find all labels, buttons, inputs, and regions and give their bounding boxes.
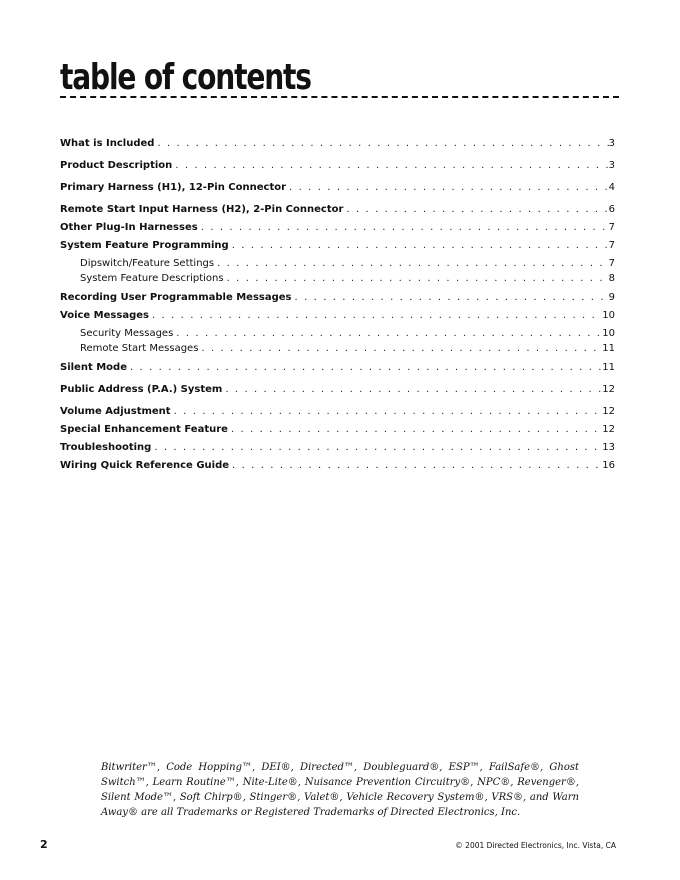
toc-entry-label: Product Description — [60, 160, 173, 171]
toc-entry[interactable] — [60, 384, 615, 402]
toc-subentry[interactable] — [60, 258, 615, 273]
toc-entry[interactable] — [60, 362, 615, 380]
toc-entry-label: Volume Adjustment — [60, 406, 171, 417]
toc-entry-label: System Feature Programming — [60, 240, 229, 251]
toc-leader-dots — [172, 160, 608, 171]
toc-entry[interactable] — [60, 204, 615, 222]
title-dashed-rule — [60, 96, 619, 98]
toc-entry[interactable] — [60, 310, 615, 328]
toc-entry-label: Remote Start Input Harness (H2), 2-Pin Connector — [60, 204, 344, 215]
toc-entry[interactable] — [60, 138, 615, 156]
table-of-contents — [60, 138, 615, 478]
toc-entry-page: 8 — [608, 273, 615, 284]
toc-entry-page: 7 — [608, 258, 615, 269]
toc-entry-page: 4 — [608, 182, 615, 193]
toc-entry-page: 10 — [602, 328, 615, 339]
toc-entry[interactable] — [60, 160, 615, 178]
toc-entry[interactable] — [60, 182, 615, 200]
toc-entry-label: Public Address (P.A.) System — [60, 384, 223, 395]
toc-subentry[interactable] — [60, 328, 615, 343]
toc-entry[interactable] — [60, 442, 615, 460]
toc-entry-page: 10 — [602, 310, 615, 321]
toc-subentry[interactable] — [60, 273, 615, 288]
toc-entry-label: Other Plug-In Harnesses — [60, 222, 198, 233]
toc-entry[interactable] — [60, 222, 615, 240]
toc-leader-dots — [149, 310, 602, 321]
toc-leader-dots — [224, 273, 609, 284]
toc-leader-dots — [173, 328, 602, 339]
toc-leader-dots — [292, 292, 609, 303]
toc-leader-dots — [214, 258, 609, 269]
toc-leader-dots — [154, 138, 608, 149]
toc-entry-page: 7 — [608, 240, 615, 251]
toc-leader-dots — [198, 343, 602, 354]
toc-entry-label: Special Enhancement Feature — [60, 424, 228, 435]
toc-entry-page: 11 — [602, 362, 615, 373]
toc-entry-page: 12 — [602, 384, 615, 395]
page-number: 2 — [40, 838, 48, 851]
toc-entry-label: Primary Harness (H1), 12-Pin Connector — [60, 182, 287, 193]
toc-leader-dots — [229, 460, 602, 471]
toc-entry-page: 12 — [602, 424, 615, 435]
toc-entry[interactable] — [60, 240, 615, 258]
toc-entry-label: Voice Messages — [60, 310, 149, 321]
toc-leader-dots — [171, 406, 603, 417]
toc-leader-dots — [198, 222, 609, 233]
toc-entry-page: 3 — [608, 160, 615, 171]
toc-entry-label: Troubleshooting — [60, 442, 152, 453]
toc-entry[interactable] — [60, 460, 615, 478]
toc-entry-page: 7 — [608, 222, 615, 233]
toc-subentry[interactable] — [60, 343, 615, 358]
toc-entry-label: Wiring Quick Reference Guide — [60, 460, 230, 471]
toc-leader-dots — [228, 424, 602, 435]
toc-leader-dots — [343, 204, 608, 215]
toc-entry-label: Recording User Programmable Messages — [60, 292, 292, 303]
toc-entry[interactable] — [60, 424, 615, 442]
toc-entry-page: 16 — [602, 460, 615, 471]
toc-leader-dots — [151, 442, 602, 453]
trademarks-notice: Bitwriter™, Code Hopping™, DEI®, Directed™, Doubleguard®, ESP™, FailSafe®, Ghost Switch™, Learn Routine™, Nite-Lite®, Nuisance Prevention Circuitry®, NPC®, Revenger®, Silent Mode™, Soft Chirp®, Stinger®, Valet®, Vehicle Recovery System®, VRS®, and Warn Away® are all Trademarks or Registered Trademarks of Directed Electronics, Inc. — [101, 762, 579, 818]
toc-leader-dots — [286, 182, 609, 193]
toc-entry-page: 3 — [608, 138, 615, 149]
toc-entry-label: Remote Start Messages — [80, 343, 199, 354]
toc-entry-page: 9 — [608, 292, 615, 303]
toc-entry[interactable] — [60, 292, 615, 310]
toc-entry-label: Silent Mode — [60, 362, 127, 373]
toc-leader-dots — [229, 240, 609, 251]
toc-entry-page: 11 — [602, 343, 615, 354]
toc-entry-page: 6 — [608, 204, 615, 215]
page-title: table of contents — [60, 57, 311, 98]
toc-leader-dots — [222, 384, 602, 395]
toc-entry[interactable] — [60, 406, 615, 424]
toc-entry-label: What is Included — [60, 138, 155, 149]
toc-entry-label: Security Messages — [80, 328, 174, 339]
toc-leader-dots — [127, 362, 602, 373]
toc-entry-label: Dipswitch/Feature Settings — [80, 258, 215, 269]
toc-entry-page: 12 — [602, 406, 615, 417]
toc-entry-page: 13 — [602, 442, 615, 453]
copyright-notice: © 2001 Directed Electronics, Inc. Vista, CA — [455, 841, 616, 850]
toc-entry-label: System Feature Descriptions — [80, 273, 224, 284]
